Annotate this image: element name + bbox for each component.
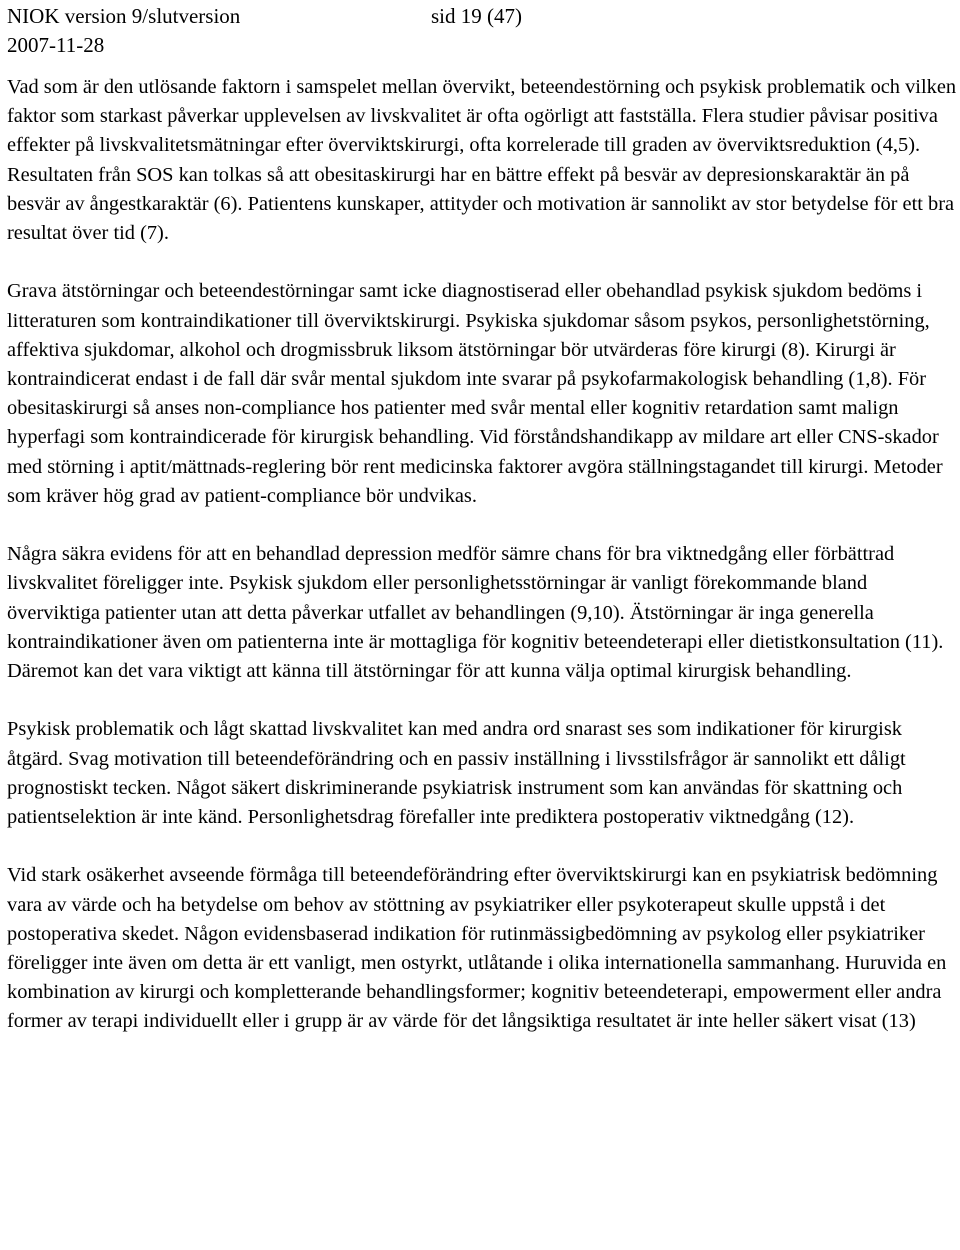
document-version: NIOK version 9/slutversion — [7, 4, 241, 28]
page-header — [7, 2, 947, 60]
paragraph-4: Psykisk problematik och lågt skattad livskvalitet kan med andra ord snarast ses som indikationer för kirurgisk åtgärd. Svag motivation till beteendeförändring och en passiv inställning i livsstilsfrågor är sannolikt ett dåligt prognostiskt tecken. Något säkert diskriminerande psykiatrisk instrument som kan användas för skattning och patientselektion är inte känd. Personlighetsdrag förefaller inte prediktera postoperativ viktnedgång (12). — [7, 718, 906, 829]
paragraph-3: Några säkra evidens för att en behandlad depression medför sämre chans för bra viktnedgång eller förbättrad livskvalitet föreligger inte. Psykisk sjukdom eller personlighetsstörningar är vanligt förekommande bland överviktiga patienter utan att detta påverkar utfallet av behandlingen (9,10). Ätstörningar är inga generella kontraindikationer även om patienterna inte är mottagliga för kognitiv beteendeterapi eller dietistkonsultation (11). Däremot kan det vara viktigt att känna till ätstörningar för att kunna välja optimal kirurgisk behandling. — [7, 543, 944, 683]
paragraph-1: Vad som är den utlösande faktorn i samspelet mellan övervikt, beteendestörning och psykisk problematik och vilken faktor som starkast påverkar upplevelsen av livskvalitet är ofta ogörligt att fastställa. Flera studier påvisar positiva effekter på livskvalitetsmätningar efter överviktskirurgi, ofta korrelerade till graden av överviktsreduktion (4,5). Resultaten från SOS kan tolkas så att obesitaskirurgi har en bättre effekt på besvär av depresionskaraktär än på besvär av ångestkaraktär (6). Patientens kunskaper, attityder och motivation är sannolikt av stor betydelse för ett bra resultat över tid (7). — [7, 76, 957, 245]
body-text — [7, 73, 957, 1037]
document-date: 2007-11-28 — [7, 33, 105, 57]
header-top-line — [7, 2, 947, 31]
paragraph-2: Grava ätstörningar och beteendestörningar samt icke diagnostiserad eller obehandlad psykisk sjukdom bedöms i litteraturen som kontraindikationer till överviktskirurgi. Psykiska sjukdomar såsom psykos, personlighetstörning, affektiva sjukdomar, alkohol och drogmissbruk liksom ätstörningar bör utvärderas före kirurgi (8). Kirurgi är kontraindicerat endast i de fall där svår mental sjukdom inte svarar på psykofarmakologisk behandling (1,8). För obesitaskirurgi så anses non-compliance hos patienter med svår mental eller kognitiv retardation samt malign hyperfagi som kontraindicerade för kirurgisk behandling. Vid förståndshandikapp av mildare art eller CNS-skador med störning i aptit/mättnads-reglering bör rent medicinska faktorer avgöra ställningstagandet till kirurgi. Metoder som kräver hög grad av patient-compliance bör undvikas. — [7, 280, 943, 507]
page-number: sid 19 (47) — [431, 4, 522, 28]
paragraph-5: Vid stark osäkerhet avseende förmåga till beteendeförändring efter överviktskirurgi kan en psykiatrisk bedömning vara av värde och ha betydelse om behov av stöttning av psykiatriker eller psykoterapeut skulle uppstå i det postoperativa skedet. Någon evidensbaserad indikation för rutinmässigbedömning av psykolog eller psykiatriker föreligger inte även om detta är ett vanligt, men ostyrkt, utlåtande i olika internationella sammanhang. Huruvida en kombination av kirurgi och kompletterande behandlingsformer; kognitiv beteendeterapi, empowerment eller andra former av terapi individuellt eller i grupp är av värde för det långsiktiga resultatet är inte heller säkert visat (13) — [7, 864, 947, 1033]
